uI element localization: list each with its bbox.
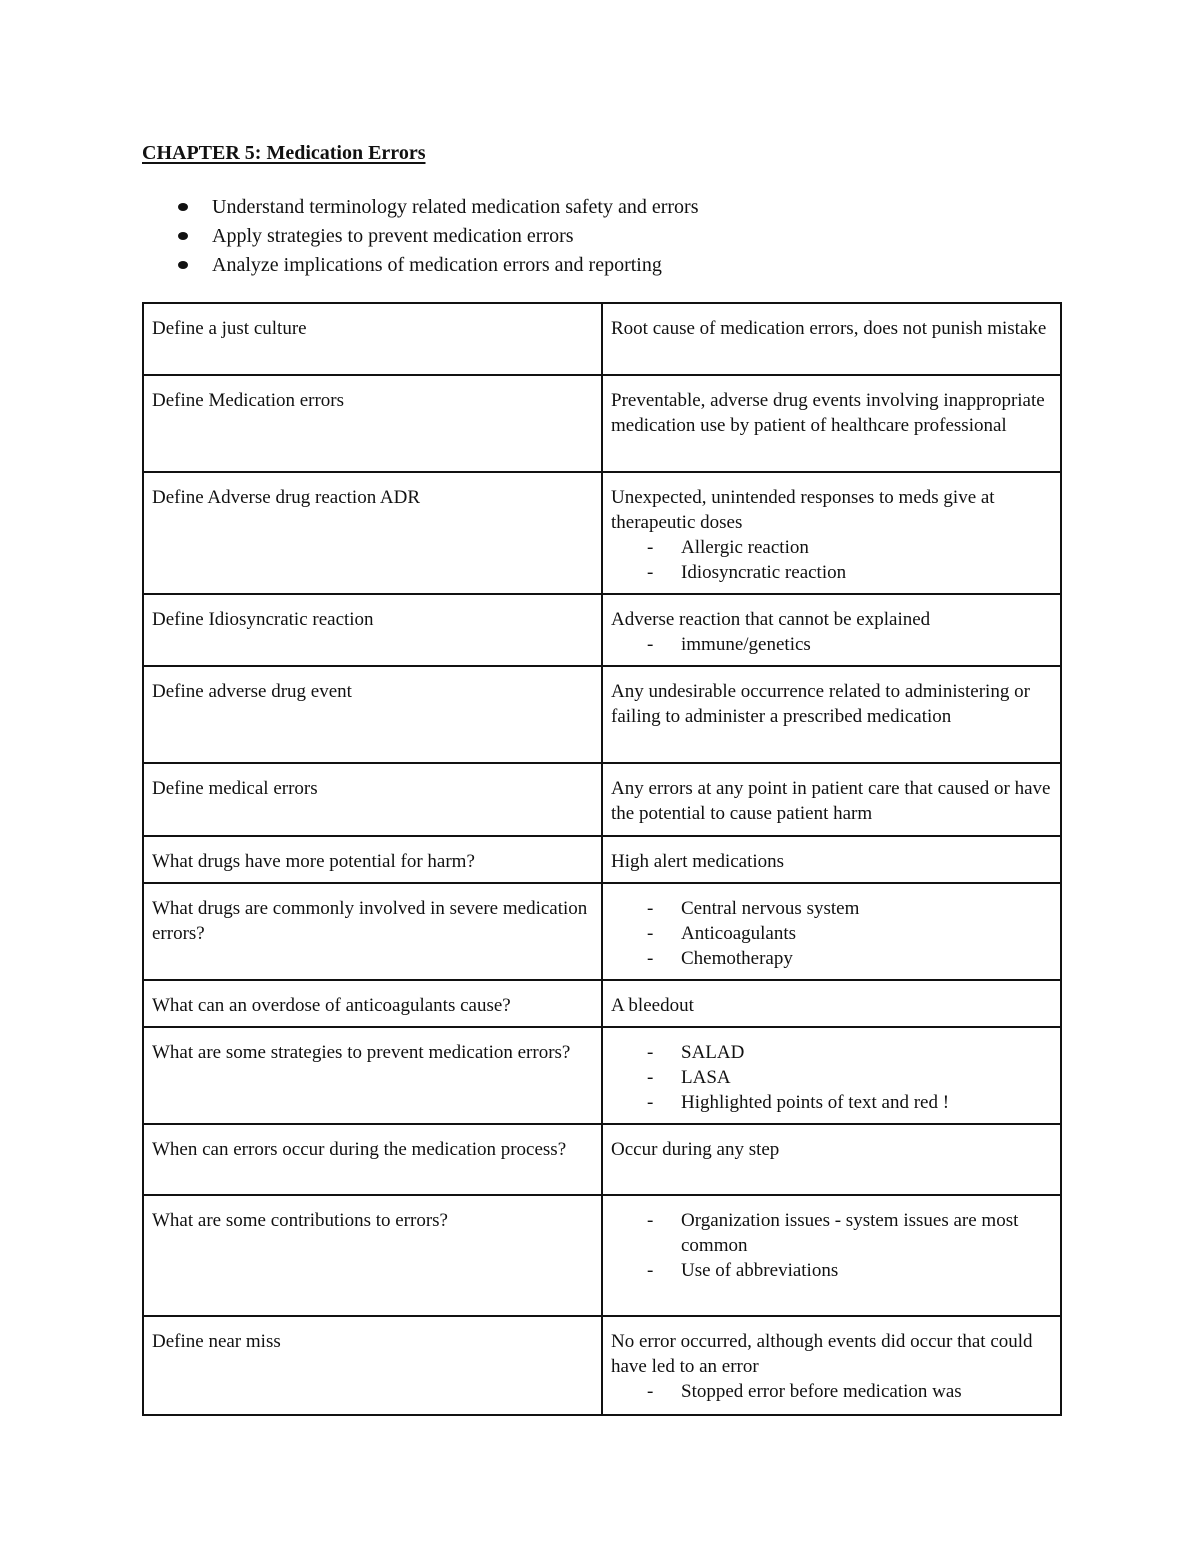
question-cell: [143, 594, 602, 666]
table-row: [143, 1124, 1061, 1195]
answer-bullet-list: [611, 632, 1052, 657]
answer-bullet-item: [611, 896, 1052, 921]
question-text: Define Adverse drug reaction ADR: [152, 487, 421, 508]
question-cell: [143, 666, 602, 763]
answer-bullet-item: [611, 921, 1052, 946]
question-text: Define medical errors: [152, 778, 318, 799]
question-cell: [143, 980, 602, 1027]
answer-bullet-text: Idiosyncratic reaction: [681, 562, 847, 583]
answer-bullet-item: [611, 946, 1052, 971]
page-title: CHAPTER 5: Medication Errors: [142, 142, 426, 164]
question-cell: [143, 836, 602, 883]
answer-bullet-text: Allergic reaction: [681, 537, 809, 558]
question-cell: [143, 763, 602, 836]
dash-bullet-icon: -: [647, 898, 654, 919]
question-cell: [143, 375, 602, 472]
question-cell: [143, 1124, 602, 1195]
table-row: [143, 303, 1061, 375]
question-text: Define Idiosyncratic reaction: [152, 609, 374, 630]
question-text: Define near miss: [152, 1331, 281, 1352]
question-text: What are some contributions to errors?: [152, 1210, 448, 1231]
answer-cell: [602, 883, 1061, 980]
table-row: [143, 594, 1061, 666]
qa-table-body: [143, 303, 1061, 1415]
objectives-list: [142, 193, 699, 280]
answer-cell: [602, 472, 1061, 594]
answer-bullet-text: Organization issues - system issues are most common: [681, 1210, 1019, 1256]
question-cell: [143, 1195, 602, 1316]
answer-text: Preventable, adverse drug events involving inappropriate medication use by patient of healthcare professional: [611, 390, 1045, 436]
dash-bullet-icon: -: [647, 923, 654, 944]
answer-text: Occur during any step: [611, 1139, 780, 1160]
answer-bullet-item: [611, 1065, 1052, 1090]
answer-bullet-text: Highlighted points of text and red !: [681, 1092, 950, 1113]
answer-cell: [602, 594, 1061, 666]
answer-bullet-list: [611, 896, 1052, 971]
question-cell: [143, 303, 602, 375]
dash-bullet-icon: -: [647, 1260, 654, 1281]
objective-text: Analyze implications of medication errors and reporting: [212, 254, 662, 276]
dash-bullet-icon: -: [647, 1092, 654, 1113]
answer-cell: [602, 763, 1061, 836]
dash-bullet-icon: -: [647, 1210, 654, 1231]
question-text: Define Medication errors: [152, 390, 345, 411]
table-row: [143, 375, 1061, 472]
answer-text: Root cause of medication errors, does not punish mistake: [611, 318, 1047, 339]
answer-cell: [602, 666, 1061, 763]
answer-text: High alert medications: [611, 851, 785, 872]
objective-text: Apply strategies to prevent medication errors: [212, 225, 574, 247]
answer-cell: [602, 1124, 1061, 1195]
dash-bullet-icon: -: [647, 562, 654, 583]
answer-bullet-item: [611, 1040, 1052, 1065]
answer-bullet-text: Anticoagulants: [681, 923, 797, 944]
dash-bullet-icon: -: [647, 634, 654, 655]
bullet-dot-icon: [178, 261, 188, 269]
table-row: [143, 666, 1061, 763]
question-text: What drugs have more potential for harm?: [152, 851, 475, 872]
question-text: What are some strategies to prevent medication errors?: [152, 1042, 571, 1063]
answer-bullet-list: [611, 1040, 1052, 1115]
bullet-dot-icon: [178, 232, 188, 240]
objective-item: [142, 222, 699, 251]
question-text: What drugs are commonly involved in severe medication errors?: [152, 898, 588, 944]
table-row: [143, 883, 1061, 980]
table-row: [143, 1316, 1061, 1415]
answer-cell: [602, 1027, 1061, 1124]
question-text: When can errors occur during the medication process?: [152, 1139, 567, 1160]
question-text: Define adverse drug event: [152, 681, 352, 702]
objective-item: [142, 193, 699, 222]
answer-bullet-text: immune/genetics: [681, 634, 811, 655]
answer-text: A bleedout: [611, 995, 694, 1016]
answer-bullet-text: Use of abbreviations: [681, 1260, 839, 1281]
answer-cell: [602, 375, 1061, 472]
answer-bullet-list: [611, 1208, 1052, 1283]
answer-bullet-text: Central nervous system: [681, 898, 860, 919]
answer-cell: [602, 980, 1061, 1027]
answer-bullet-text: Chemotherapy: [681, 948, 793, 969]
dash-bullet-icon: -: [647, 948, 654, 969]
question-cell: [143, 1316, 602, 1415]
dash-bullet-icon: -: [647, 1042, 654, 1063]
answer-bullet-list: [611, 1379, 1052, 1404]
answer-text: Any errors at any point in patient care that caused or have the potential to cause patient harm: [611, 778, 1051, 824]
answer-bullet-item: [611, 1208, 1052, 1258]
dash-bullet-icon: -: [647, 1381, 654, 1402]
answer-bullet-item: [611, 632, 1052, 657]
table-row: [143, 763, 1061, 836]
answer-bullet-item: [611, 1258, 1052, 1283]
answer-bullet-item: [611, 535, 1052, 560]
table-row: [143, 472, 1061, 594]
answer-cell: [602, 303, 1061, 375]
table-row: [143, 836, 1061, 883]
answer-bullet-item: [611, 1379, 1052, 1404]
answer-cell: [602, 1316, 1061, 1415]
qa-table: [142, 302, 1062, 1416]
question-cell: [143, 883, 602, 980]
question-text: Define a just culture: [152, 318, 307, 339]
answer-cell: [602, 836, 1061, 883]
answer-bullet-list: [611, 535, 1052, 585]
answer-text: Adverse reaction that cannot be explained: [611, 609, 931, 630]
bullet-dot-icon: [178, 203, 188, 211]
question-cell: [143, 472, 602, 594]
answer-bullet-item: [611, 560, 1052, 585]
answer-bullet-text: Stopped error before medication was: [681, 1381, 962, 1402]
table-row: [143, 1195, 1061, 1316]
answer-bullet-text: SALAD: [681, 1042, 745, 1063]
question-cell: [143, 1027, 602, 1124]
table-row: [143, 1027, 1061, 1124]
answer-text: Unexpected, unintended responses to meds give at therapeutic doses: [611, 487, 995, 533]
answer-text: No error occurred, although events did occur that could have led to an error: [611, 1331, 1033, 1377]
question-text: What can an overdose of anticoagulants cause?: [152, 995, 511, 1016]
dash-bullet-icon: -: [647, 537, 654, 558]
dash-bullet-icon: -: [647, 1067, 654, 1088]
answer-bullet-item: [611, 1090, 1052, 1115]
answer-cell: [602, 1195, 1061, 1316]
objective-item: [142, 251, 699, 280]
answer-text: Any undesirable occurrence related to administering or failing to administer a prescribed medication: [611, 681, 1030, 727]
objective-text: Understand terminology related medication safety and errors: [212, 196, 699, 218]
table-row: [143, 980, 1061, 1027]
answer-bullet-text: LASA: [681, 1067, 731, 1088]
